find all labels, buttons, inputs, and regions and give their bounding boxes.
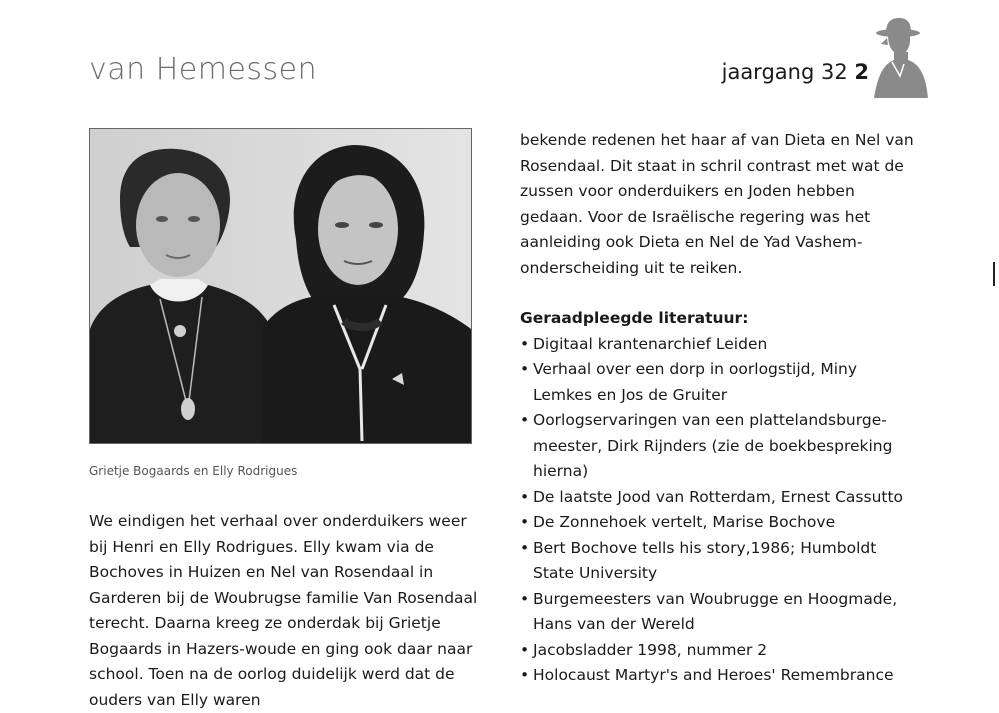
literature-item: • Bert Bochove tells his story,1986; Humboldt State University [520, 536, 920, 587]
issue-number: 2 [854, 60, 869, 84]
text-cursor [993, 262, 995, 286]
portrait-photo [89, 128, 472, 444]
literature-item: • Digitaal krantenarchief Leiden [520, 332, 920, 358]
man-with-hat-silhouette-icon [870, 16, 930, 98]
issue-label [722, 60, 869, 84]
right-column [520, 128, 920, 689]
left-column-text [89, 509, 484, 713]
literature-item: • De laatste Jood van Rotterdam, Ernest Cassutto [520, 485, 920, 511]
literature-item: • Burgemeesters van Woubrugge en Hoogmade, Hans van der Wereld [520, 587, 920, 638]
literature-item: • Holocaust Martyr's and Heroes' Remembrance [520, 663, 920, 689]
left-paragraph: We eindigen het verhaal over onderduikers weer bij Henri en Elly Rodrigues. Elly kwam via de Bochoves in Huizen en Nel van Rosendaal in Garderen bij de Woubrugse familie Van Rosendaal terecht. Daarna kreeg ze onderdak bij Grietje Bogaards in Hazers-woude en ging ook daar naar school. Toen na de oorlog duidelijk werd dat de ouders van Elly waren [89, 512, 478, 709]
literature-item: • Oorlogservaringen van een plattelandsburge-meester, Dirk Rijnders (zie de boekbespreking hierna) [520, 408, 920, 485]
literature-item: • De Zonnehoek vertelt, Marise Bochove [520, 510, 920, 536]
literature-item: • Jacobsladder 1998, nummer 2 [520, 638, 920, 664]
literature-heading: Geraadpleegde literatuur: [520, 309, 749, 327]
issue-prefix: jaargang 32 [721, 60, 848, 84]
page-header-title: van Hemessen [89, 52, 318, 87]
literature-list [520, 332, 920, 689]
photo-caption: Grietje Bogaards en Elly Rodrigues [89, 464, 298, 478]
right-paragraph: bekende redenen het haar af van Dieta en Nel van Rosendaal. Dit staat in schril contrast met wat de zussen voor onderduikers en Joden hebben gedaan. Voor de Israëlische regering was het aanleiding ook Dieta en Nel de Yad Vashem-onderscheiding uit te reiken. [520, 131, 914, 277]
literature-item: • Verhaal over een dorp in oorlogstijd, Miny Lemkes en Jos de Gruiter [520, 357, 920, 408]
